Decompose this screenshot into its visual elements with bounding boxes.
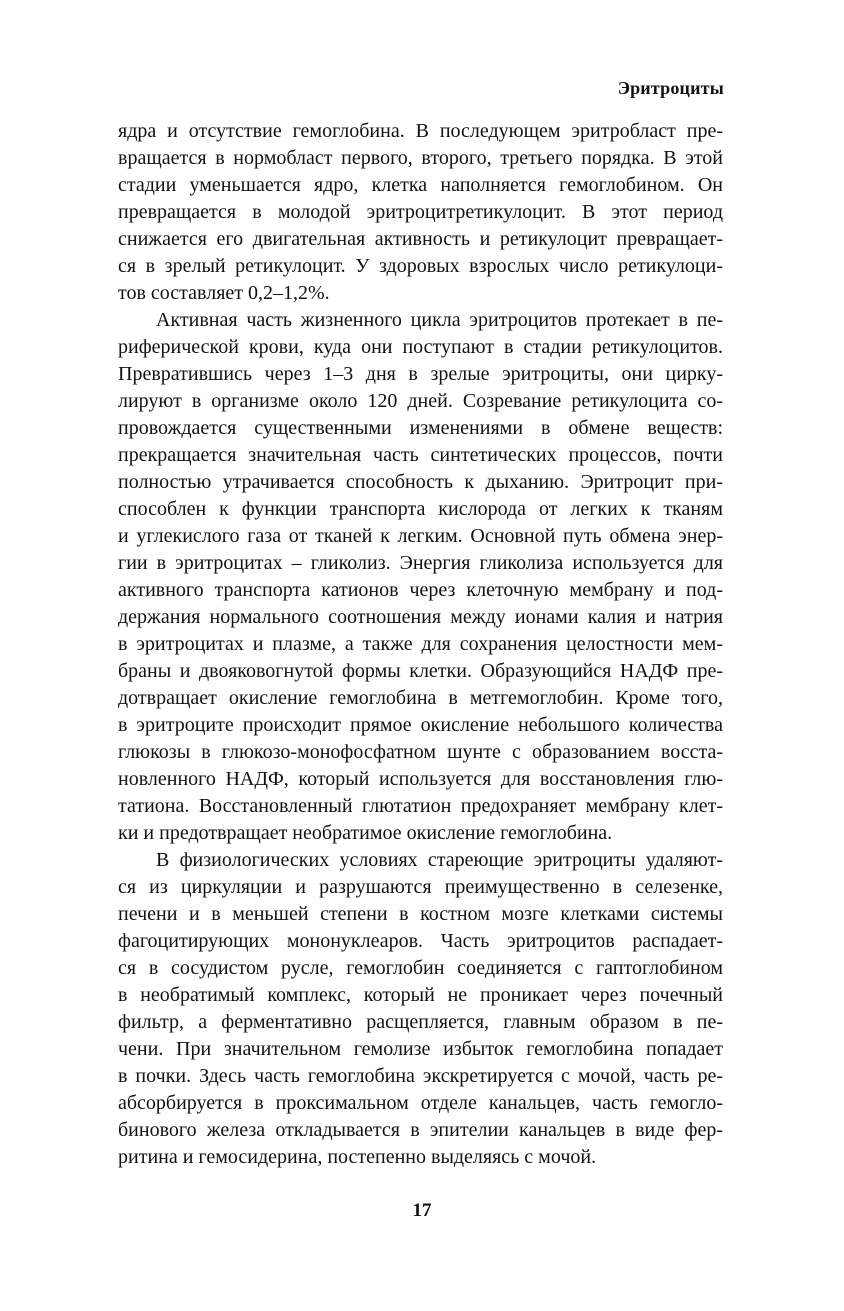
text-line: Превратившись через 1–3 дня в зрелые эритроциты, они цирку-	[118, 363, 723, 385]
text-line: тов составляет 0,2–1,2%.	[118, 282, 330, 304]
paragraph-3	[118, 847, 723, 1171]
text-line: печени и в меньшей степени в костном мозге клетками системы	[118, 903, 723, 925]
text-line: стадии уменьшается ядро, клетка наполняется гемоглобином. Он	[118, 174, 723, 196]
text-line: превращается в молодой эритроцитретикулоцит. В этот период	[118, 201, 723, 223]
running-head: Эритроциты	[617, 78, 724, 98]
text-line: держания нормального соотношения между ионами калия и натрия	[118, 606, 723, 628]
text-line: Активная часть жизненного цикла эритроцитов протекает в пе-	[156, 309, 723, 331]
text-line: фильтр, а ферментативно расщепляется, главным образом в пе-	[118, 1011, 723, 1033]
text-line: ся в зрелый ретикулоцит. У здоровых взрослых число ретикулоци-	[118, 255, 723, 277]
text-line: в эритроците происходит прямое окисление небольшого количества	[118, 714, 723, 736]
text-line: ритина и гемосидерина, постепенно выделяясь с мочой.	[118, 1146, 597, 1168]
text-line: татиона. Восстановленный глютатион предохраняет мембрану клет-	[118, 795, 723, 817]
text-line: гии в эритроцитах – гликолиз. Энергия гликолиза используется для	[118, 552, 723, 574]
text-line: в почки. Здесь часть гемоглобина экскретируется с мочой, часть ре-	[118, 1065, 723, 1087]
text-line: в необратимый комплекс, который не проникает через почечный	[118, 984, 723, 1006]
text-line: снижается его двигательная активность и ретикулоцит превращает-	[118, 228, 723, 250]
paragraph-1	[118, 118, 723, 307]
text-line: полностью утрачивается способность к дыханию. Эритроцит при-	[118, 471, 723, 493]
text-line: и углекислого газа от тканей к легким. Основной путь обмена энер-	[118, 525, 723, 547]
body-text	[118, 118, 723, 1171]
text-line: браны и двояковогнутой формы клетки. Образующийся НАДФ пре-	[118, 660, 723, 682]
text-line: дотвращает окисление гемоглобина в метгемоглобин. Кроме того,	[118, 687, 723, 709]
text-line: новленного НАДФ, который используется для восстановления глю-	[118, 768, 723, 790]
text-line: ядра и отсутствие гемоглобина. В последующем эритробласт пре-	[118, 120, 723, 142]
text-line: абсорбируется в проксимальном отделе канальцев, часть гемогло-	[118, 1092, 723, 1114]
text-line: глюкозы в глюкозо-монофосфатном шунте с образованием восста-	[118, 741, 723, 763]
paragraph-2	[118, 307, 723, 847]
text-line: прекращается значительная часть синтетических процессов, почти	[118, 444, 723, 466]
text-line: ся из циркуляции и разрушаются преимущественно в селезенке,	[118, 876, 723, 898]
text-line: фагоцитирующих мононуклеаров. Часть эритроцитов распадает-	[118, 930, 723, 952]
text-line: бинового железа откладывается в эпителии канальцев в виде фер-	[118, 1119, 723, 1141]
text-line: вращается в нормобласт первого, второго, третьего порядка. В этой	[118, 147, 723, 169]
text-line: способлен к функции транспорта кислорода от легких к тканям	[118, 498, 723, 520]
text-line: лируют в организме около 120 дней. Созревание ретикулоцита со-	[118, 390, 723, 412]
text-line: чени. При значительном гемолизе избыток гемоглобина попадает	[118, 1038, 723, 1060]
text-line: ки и предотвращает необратимое окисление гемоглобина.	[118, 822, 613, 844]
text-line: активного транспорта катионов через клеточную мембрану и под-	[118, 579, 723, 601]
text-line: в эритроцитах и плазме, а также для сохранения целостности мем-	[118, 633, 723, 655]
text-line: риферической крови, куда они поступают в стадии ретикулоцитов.	[118, 336, 723, 358]
text-line: провождается существенными изменениями в обмене веществ:	[118, 417, 723, 439]
text-line: ся в сосудистом русле, гемоглобин соединяется с гаптоглобином	[118, 957, 723, 979]
page-number: 17	[412, 1200, 432, 1221]
text-line: В физиологических условиях стареющие эритроциты удаляют-	[156, 849, 723, 871]
